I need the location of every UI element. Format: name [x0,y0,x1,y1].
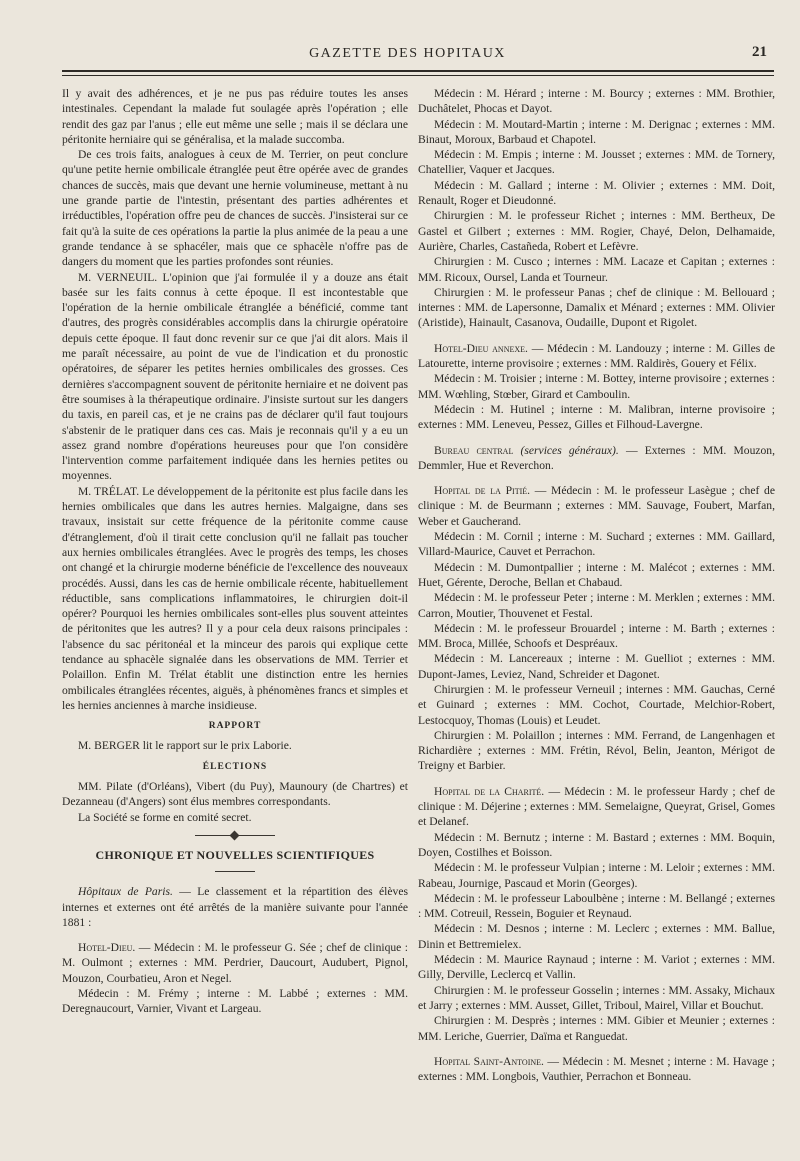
header-rule [62,70,774,72]
paragraph: Médecin : M. Desnos ; interne : M. Leclerc ; externes : MM. Ballue, Dinin et Bettremielex. [418,922,775,951]
paragraph [62,940,408,986]
paragraph: Médecin : M. Empis ; interne : M. Jousset ; externes : MM. de Tornery, Chatellier, Vaquer et Jacques. [418,148,775,177]
paragraph: De ces trois faits, analogues à ceux de M. Terrier, on peut conclure qu'une petite hernie ombilicale étranglée peut être opérée avec de grandes chances de succès, mais que devant une hernie volumineuse, mettant à nu une grande partie de l'intestin, présentant des parties adhérentes et irréductibles, l'opération offre peu de chances de succès. J'insisterai sur ce fait qu'à la suite de ces opérations la partie la plus animée de la peau a une grande tendance à se sphacéler, mais que ce sphacèle n'offre pas de dangers du moment que les parties profondes sont réunies. [62,148,408,269]
paragraph: Chirurgien : M. le professeur Richet ; internes : MM. Bertheux, De Gastel et Gilbert ; externes : MM. Rogier, Chayé, Delon, Delhamaide, Aurière, Charles, Castañeda, Robert et Lefèvre. [418,209,775,253]
paragraph-text: Le développement de la péritonite est plus facile dans les hernies ombilicales que dans les autres hernies. Malgaigne, dans ses travaux, insistait sur cette fréquence de la péritonite comme cause d'étranglement, d'où il tirait cette conclusion qu'il ne fallait pas toucher aux hernies ombilicales étranglées. Avec le progrès des temps, les choses ont changé et la chirurgie moderne bénéficie de l'excellence des nouveaux procédés. Aussi, dans les cas de hernie ombilicale récente, habituellement réductible, sans complications inflammatoires, le chirurgien doit-il opérer? Pourquoi les hernies ombilicales sont-elles plus souvent atteintes de péritonites que les autres? Il y a pour cela deux raisons principales : l'absence du sac péritonéal et la minceur des parois qui explique cette tendance au sphacèle signalée dans les observations de MM. Terrier et Polaillon. Enfin M. Trélat établit une distinction entre les hernies ombilicales étranglées récentes, aiguës, à phénomènes francs et simples et les hernies anciennes à marche insidieuse. [62,484,408,712]
paragraph: Chirurgien : M. Polaillon ; internes : MM. Ferrand, de Langenhagen et Richardière ; externes : MM. Frétin, Révol, Belin, Jeanton, Mérigot de Treigny et Barbier. [418,728,775,773]
paragraph: Médecin : M. le professeur Vulpian ; interne : M. Leloir ; externes : MM. Rabeau, Journige, Pascaud et Morin (Georges). [418,861,775,890]
ornament-divider [195,835,275,836]
paragraph: Médecin : M. Dumontpallier ; interne : M. Malécot ; externes : MM. Huet, Gérente, Deroche, Bellan et Chabaud. [418,560,775,589]
paragraph: Médecin : M. Troisier ; interne : M. Bottey, interne provisoire ; externes : MM. Wœhling, Stœber, Girard et Camboulin. [418,372,775,401]
paragraph: MM. Pilate (d'Orléans), Vibert (du Puy), Maunoury (de Chartres) et Dezanneau (d'Angers) sont élus membres correspondants. [62,780,408,809]
paragraph-text: — Médecin : M. Mesnet ; interne : M. Havage ; externes : MM. Longbois, Vauthier, Perrachon et Bonneau. [418,1054,775,1084]
paragraph-text: — Le classement et la répartition des élèves internes et externes ont été arrêtés de la manière suivante pour l'année 1881 : [62,885,408,929]
paragraph [62,738,408,753]
paragraph: Chirurgien : M. le professeur Verneuil ; internes : MM. Gauchas, Cerné et Guinard ; externes : MM. Cochot, Courtade, Melchior-Robert, Lestocquoy, Thomas (Louis) et Leudet. [418,682,775,727]
paragraph [418,443,775,474]
paragraph-text: — Médecin : M. le professeur G. Sée ; chef de clinique : M. Oulmont ; externes : MM. Perdrier, Daucourt, Audubert, Pignol, Mouzon, Courbatieu, Aron et Negel. [62,941,408,985]
section-heading: ÉLECTIONS [202,761,268,772]
paragraph: Il y avait des adhérences, et je ne pus pas réduire toutes les anses intestinales. Cependant la malade fut soulagée après l'opération ; elle rendit des gaz par l'anus ; elle eut même une selle ; mais il se déclara une péritonite herniaire qui se généralisa, et la malade succomba. [62,87,408,146]
paragraph [418,784,775,830]
page-number: 21 [752,44,767,60]
paragraph: Médecin : M. Bernutz ; interne : M. Bastard ; externes : MM. Boquin, Doyen, Costilhes et Boisson. [418,830,775,859]
paragraph-text: — Médecin : M. Landouzy ; interne : M. Gilles de Latourette, interne provisoire ; externes : MM. Raldirès, Gouery et Félix. [418,341,775,371]
paragraph: Médecin : M. Lancereaux ; interne : M. Guelliot ; externes : MM. Dupont-James, Leviez, Nand, Schreider et Dagonet. [418,652,775,681]
section-title: CHRONIQUE ET NOUVELLES SCIENTIFIQUES [95,847,375,862]
speaker-name: M. VERNEUIL. [78,270,158,284]
journal-title: GAZETTE DES HOPITAUX [309,46,506,61]
page-header [40,44,775,66]
paragraph-text: — Médecin : M. le professeur Hardy ; chef de clinique : M. Déjerine ; externes : MM. Semelaigne, Queyrat, Grisel, Gomes et Delanef. [418,784,775,829]
paragraph-text: L'opinion que j'ai formulée il y a douze ans était basée sur les faits connus à cette époque. Il est incontestable que l'opération de la hernie ombilicale étranglée a bénéficié, comme tant d'autres, des progrès considérables accomplis dans la chirurgie opératoire depuis cette époque. Il faut donc revenir sur ce que j'ai dit alors. Mais il me paraît nécessaire, au point de vue de l'indication et du pronostic opératoires, de séparer les petites hernies ombilicales des grosses. Ces dernières s'accompagnent souvent de péritonite herniaire et ne doivent pas être soumises à la thérapeutique ordinaire. J'insiste surtout sur les dangers du taxis, en pareil cas, et je ne crains pas de déclarer qu'il faut toujours s'abstenir de le pratiquer dans ces cas. Mais je reconnais qu'il y a eu un assez grand nombre d'opérations heureuses pour que l'on considère l'intervention comme parfaitement indiquée dans les hernies petites ou moyennes. [62,270,408,483]
paragraph: Médecin : M. le professeur Brouardel ; interne : M. Barth ; externes : MM. Broca, Millée, Schoofs et Despréaux. [418,621,775,651]
divider [215,871,255,872]
hospital-name: Hopital de la Pitié. [434,484,531,498]
paragraph: Chirurgien : M. le professeur Gosselin ; internes : MM. Assaky, Michaux et Jarry ; externes : MM. Ausset, Gillet, Triboul, Mairel, Villar et Bouchut. [418,983,775,1012]
paragraph-text: — Médecin : M. le professeur Lasègue ; chef de clinique : M. de Beurmann ; externes : MM. Sauvage, Foubert, Marfan, Weber et Gaucherand. [418,484,775,528]
paragraph: Médecin : M. Hérard ; interne : M. Bourcy ; externes : MM. Brothier, Duchâtelet, Phocas et Dayot. [418,87,775,116]
paragraph [62,884,408,930]
paragraph [62,270,408,484]
paragraph: Médecin : M. Cornil ; interne : M. Suchard ; externes : MM. Gaillard, Villard-Maurice, Cauvet et Perrachon. [418,530,775,559]
paragraph-text: lit le rapport sur le prix Laborie. [139,739,292,753]
paragraph [418,483,775,529]
paragraph [418,1054,775,1085]
subsection-title: Hôpitaux de Paris. [78,885,173,899]
speaker-name: M. BERGER [78,739,140,753]
paragraph: Médecin : M. Gallard ; interne : M. Olivier ; externes : MM. Doit, Renault, Roger et Dieudonné. [418,178,775,208]
paragraph: Médecin : M. Hutinel ; interne : M. Malibran, interne provisoire ; externes : MM. Leneveu, Pessez, Gilles et Filhoud-Lavergne. [418,402,775,432]
hospital-name: Hotel-Dieu. [78,941,136,955]
paragraph: Chirurgien : M. Desprès ; internes : MM. Gibier et Meunier ; externes : MM. Leriche, Guerrier, Daïma et Ranguedat. [418,1014,775,1043]
header-rule-thin [62,75,774,76]
paragraph [418,341,775,372]
hospital-name: Bureau central [434,443,514,457]
paragraph: Médecin : M. Frémy ; interne : M. Labbé ; externes : MM. Deregnaucourt, Varnier, Vivant et Largeau. [62,987,408,1016]
paragraph: Médecin : M. Maurice Raynaud ; interne : M. Variot ; externes : MM. Gilly, Derville, Leclercq et Vallin. [418,953,775,982]
speaker-name: M. TRÉLAT. [78,484,140,498]
paragraph: Médecin : M. Moutard-Martin ; interne : M. Derignac ; externes : MM. Binaut, Moroux, Barbaud et Chapotel. [418,117,775,146]
paragraph-text: — Externes : MM. Mouzon, Demmler, Hue et Reverchon. [418,443,775,472]
hospital-name: Hopital de la Charité. [434,784,545,798]
paragraph: Chirurgien : M. Cusco ; internes : MM. Lacaze et Capitan ; externes : MM. Ricoux, Oursel, Landa et Tourneur. [418,255,775,284]
right-column [418,86,775,1150]
paragraph: Médecin : M. le professeur Peter ; interne : M. Merklen ; externes : MM. Carron, Moutier, Thouvenet et Festal. [418,591,775,620]
hospital-name: Hopital Saint-Antoine. [434,1054,544,1068]
subsection-note: (services généraux). [520,443,619,457]
paragraph: La Société se forme en comité secret. [78,810,252,824]
paragraph: Chirurgien : M. le professeur Panas ; chef de clinique : M. Bellouard ; internes : MM. de Lapersonne, Damalix et Ménard ; externes : MM. Olivier (Aristide), Hainault, Casanova, Oudaille, Dupont et Rigolet. [418,285,775,330]
hospital-name: Hotel-Dieu annexe. [434,341,528,355]
paragraph: Médecin : M. le professeur Laboulbène ; interne : M. Bellangé ; externes : MM. Cotreuil, Ressein, Boguier et Reynaud. [418,891,775,921]
section-heading: RAPPORT [208,721,262,732]
left-column [62,86,408,1150]
paragraph [62,484,408,713]
